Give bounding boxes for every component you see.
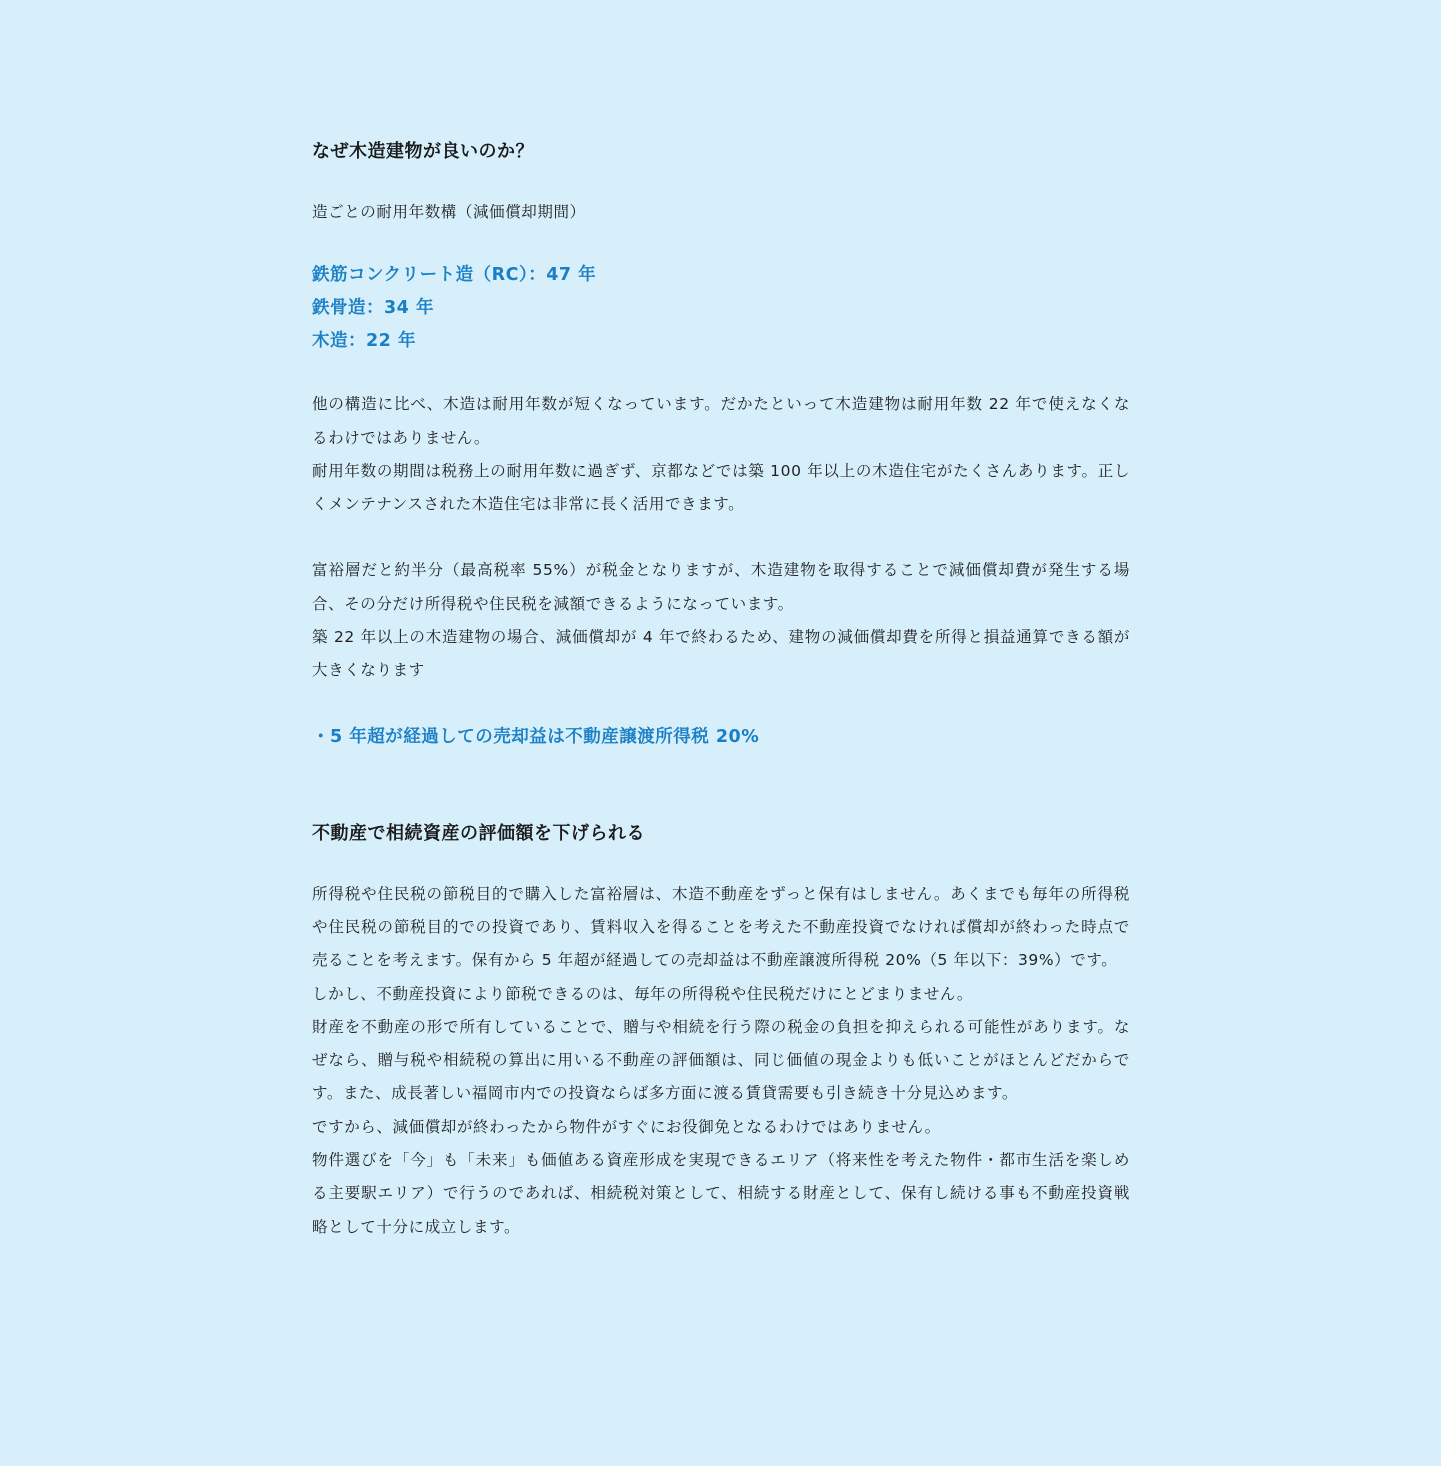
lifespan-subheading: 造ごとの耐用年数構（減価償却期間） [312,203,586,221]
inheritance-paragraph-3: 財産を不動産の形で所有していることで、贈与や相続を行う際の税金の負担を抑えられる可能性があります。なぜなら、贈与税や相続税の算出に用いる不動産の評価額は、同じ価値の現金よりも低いことがほとんどだからです。また、成長著しい福岡市内での投資ならば多方面に渡る賃貸需要も引き続き十分見込めます。 [312,1017,1130,1103]
tax-paragraph: 富裕層だと約半分（最高税率 55%）が税金となりますが、木造建物を取得することで減価償却費が発生する場合、その分だけ所得税や住民税を減額できるようになっています。 [312,561,1130,613]
durability-paragraph-2: 耐用年数の期間は税務上の耐用年数に過ぎず、京都などでは築 100 年以上の木造住宅がたくさんあります。正しくメンテナンスされた木造住宅は非常に長く活用できます。 [312,461,1130,514]
section1-heading: なぜ木造建物が良いのか？ [312,141,534,162]
lifespan-list [312,259,1130,358]
lifespan-steel: 鉄骨造：34 年 [312,298,434,319]
durability-paragraph: 他の構造に比べ、木造は耐用年数が短くなっています。だかたといって木造建物は耐用年数 22 年で使えなくなるわけではありません。 [312,395,1130,447]
inheritance-paragraph-1: 所得税や住民税の節税目的で購入した富裕層は、木造不動産をずっと保有はしません。あくまでも毎年の所得税や住民税の節税目的での投資であり、賃料収入を得ることを考えた不動産投資でなければ償却が終わった時点で売ることを考えます。保有から 5 年超が経過しての売却益は不動産譲渡所得税 20%（5 年以下：39%）です。 [312,884,1130,970]
lifespan-wood: 木造：22 年 [312,331,416,352]
inheritance-paragraph-4: ですから、減価償却が終わったから物件がすぐにお役御免となるわけではありません。 [312,1117,941,1136]
inheritance-paragraph-2: しかし、不動産投資により節税できるのは、毎年の所得税や住民税だけにとどまりません。 [312,984,974,1003]
tax-paragraph-2: 築 22 年以上の木造建物の場合、減価償却が 4 年で終わるため、建物の減価償却費を所得と損益通算できる額が大きくなります [312,628,1130,680]
section2-heading: 不動産で相続資産の評価額を下げられる [312,822,645,844]
article-content [312,138,1130,1244]
inheritance-paragraph-5: 物件選びを「今」も「未来」も価値ある資産形成を実現できるエリア（将来性を考えた物件・都市生活を楽しめる主要駅エリア）で行うのであれば、相続税対策として、相続する財産として、保有し続ける事も不動産投資戦略として十分に成立します。 [312,1151,1130,1236]
lifespan-rc: 鉄筋コンクリート造（RC）：47 年 [312,265,597,286]
highlight-bullet: ・5 年超が経過しての売却益は不動産譲渡所得税 20% [312,726,760,747]
